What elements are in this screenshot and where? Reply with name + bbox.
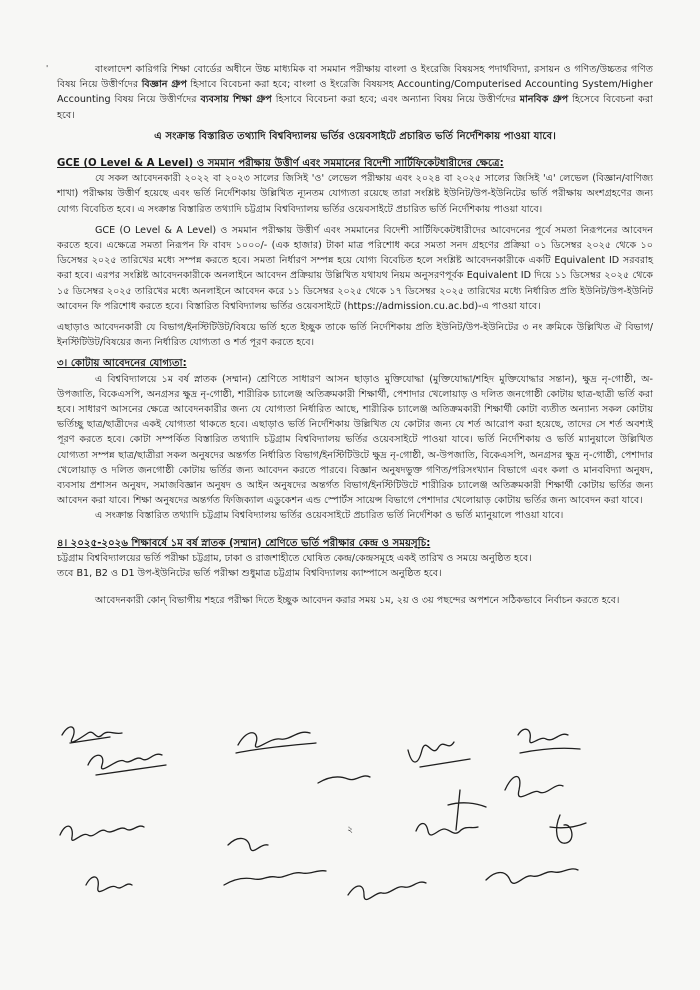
exam-center-paragraph-2: তবে B1, B2 ও D1 উপ-ইউনিটের ভর্তি পরীক্ষা শুধুমাত্র চট্টগ্রাম বিশ্ববিদ্যালয় ক্যাম্পাসে অনুষ্ঠিত হবে। — [57, 568, 442, 580]
signature-15 — [348, 882, 426, 899]
top-mark: ' — [46, 64, 49, 73]
exam-center-paragraph-1: চট্টগ্রাম বিশ্ববিদ্যালয়ের ভর্তি পরীক্ষা চট্টগ্রাম, ঢাকা ও রাজশাহীতে ঘোষিত কেন্দ্র/কেন্দ্রসমূহে একই তারিখ ও সময়ে অনুষ্ঠিত হবে। — [57, 552, 532, 564]
signature-4 — [318, 776, 370, 783]
exam-center-heading: ৪। ২০২৫-২০২৬ শিক্ষাবর্ষে ১ম বর্ষ স্নাতক (সম্মান) শ্রেণিতে ভর্তি পরীক্ষার কেন্দ্র ও সময়সূচি: — [57, 537, 431, 549]
document-body — [57, 62, 653, 609]
gce-heading: GCE (O Level & A Level) ও সমমান পরীক্ষায় উত্তীর্ণ এবং সমমানের বিদেশী সার্টিফিকেটধারীদের ক্ষেত্রে: — [57, 158, 504, 170]
gce-paragraph-2: GCE (O Level & A Level) ও সমমান পরীক্ষায় উত্তীর্ণ এবং সমমানের বিদেশী সার্টিফিকেটধারীদের আবেদনের পূর্বে সমতা নিরূপনের আবেদন করতে হবে। এক্ষেত্রে সমতা নিরূপন ফি বাবদ ১০০০/- (এক হাজার) টাকা মাত্র পরিশোধ করে সমতা সনদ গ্রহণের প্রক্রিয়া ০১ ডিসেম্বর ২০২৫ থেকে ১০ ডিসেম্বর ২০২৫ তারিখের মধ্যে সম্পন্ন করতে হবে। সমতা নির্ধারণ সম্পন্ন হয়ে যোগ্য বিবেচিত হলে সংশ্লিষ্ট আবেদনকারীকে একটি Equivalent ID সরবরাহ করা হবে। এরপর সংশ্লিষ্ট আবেদনকারীকে অনলাইনে আবেদন প্রক্রিয়ায় উল্লিখিত যথাযথ নিয়ম অনুসরণপূর্বক Equivalent ID দিয়ে ১১ ডিসেম্বর ২০২৫ থেকে ১৫ ডিসেম্বর ২০২৫ তারিখের মধ্যে অনলাইনে আবেদন করে ১১ ডিসেম্বর ২০২৫ থেকে ১৭ ডিসেম্বর ২০২৫ তারিখের মধ্যে নির্ধারিত প্রতি ইউনিট/উপ-ইউনিট আবেদন ফি পরিশোধ করতে হবে। বিস্তারিত বিশ্ববিদ্যালয় ভর্তির ওয়েবসাইটে (https://admission.cu.ac.bd)-এ পাওয়া যাবে। — [57, 224, 653, 312]
paragraph-groups: বাংলাদেশ কারিগরি শিক্ষা বোর্ডের অধীনে উচ্চ মাধ্যমিক বা সমমান পরীক্ষায় বাংলা ও ইংরেজি বিষয়সহ পদার্থবিদ্যা, রসায়ন ও গণিত/উচ্চতর গণিত বিষয় নিয়ে উত্তীর্ণদের বিজ্ঞান গ্রুপ হিসাবে বিবেচনা করা হবে; বাংলা ও ইংরেজি বিষয়সহ Accounting/Computerised Accounting System/Higher Accounting বিষয় নিয়ে উত্তীর্ণদের ব্যবসায় শিক্ষা গ্রুপ হিসাবে বিবেচনা করা হবে; এবং অন্যান্য বিষয় নিয়ে উত্তীর্ণদের মানবিক গ্রুপ হিসেবে বিবেচনা করা হবে। — [57, 64, 653, 121]
quota-paragraph-2: এ সংক্রান্ত বিস্তারিত তথ্যাদি চট্টগ্রাম বিশ্ববিদ্যালয় ভর্তির ওয়েবসাইটে প্রচারিত ভর্তি নির্দেশিকা ও ভর্তি ম্যানুয়ালে পাওয়া যাবে। — [95, 510, 564, 522]
science-group-label: বিজ্ঞান গ্রুপ — [141, 79, 187, 91]
signature-1 — [62, 727, 122, 743]
signature-6 — [518, 729, 580, 753]
signature-14 — [224, 871, 326, 885]
bold-notice: এ সংক্রান্ত বিস্তারিত তথ্যাদি বিশ্ববিদ্যালয় ভর্তির ওয়েবসাইটে প্রচারিত ভর্তি নির্দেশিকায় পাওয়া যাবে। — [154, 130, 556, 142]
extra-conditions-paragraph: এছাড়াও আবেদনকারী যে বিভাগ/ইনস্টিটিউট/বিষয়ে ভর্তি হতে ইচ্ছুক তাকে ভর্তি নির্দেশিকায় প্রতি ইউনিট/উপ-ইউনিটের ৩ নং ক্রমিকে উল্লিখিত ঐ বিভাগ/ইনস্টিটিউট/বিষয়ের জন্য নির্ধারিত যোগ্যতা ও শর্ত পূরণ করতে হবে। — [57, 322, 653, 349]
signature-5 — [408, 742, 470, 767]
quota-heading: ৩। কোটায় আবেদনের যোগ্যতা: — [57, 358, 187, 370]
signature-16 — [486, 869, 578, 883]
signature-2 — [88, 754, 166, 775]
signature-13 — [86, 877, 132, 892]
exam-center-paragraph-3: আবেদনকারী কোন্ বিভাগীয় শহরে পরীক্ষা দিতে ইচ্ছুক আবেদন করার সময় ১ম, ২য় ও ৩য় পছন্দের অপশনে সঠিকভাবে নির্বাচন করতে হবে। — [95, 595, 620, 607]
signature-7 — [505, 777, 563, 797]
page-number: ২ — [347, 825, 353, 835]
humanities-group-label: মানবিক গ্রুপ — [519, 94, 569, 106]
signature-10 — [228, 838, 268, 850]
admission-website-text: বিস্তারিত বিশ্ববিদ্যালয় ভর্তির ওয়েবসাইটে (https://admission.cu.ac.bd)-এ পাওয়া যাবে। — [186, 300, 541, 312]
signatures-area — [0, 695, 700, 985]
gce-paragraph-1: যে সকল আবেদনকারী ২০২২ বা ২০২৩ সালের জিসিই 'ও' লেভেল পরীক্ষায় এবং ২০২৪ বা ২০২৫ সালের জিসিই 'এ' লেভেল (বিজ্ঞান/বাণিজ্য শাখা) পরীক্ষায় উত্তীর্ণ হয়েছে এবং ভর্তি নির্দেশিকায় উল্লিখিত ন্যূনতম যোগ্যতা রয়েছে তারা সংশ্লিষ্ট ইউনিট/উপ-ইউনিটের ভর্তি পরীক্ষায় অংশগ্রহণের জন্য যোগ্য বিবেচিত হবে। এ সংক্রান্ত বিস্তারিত তথ্যাদি চট্টগ্রাম বিশ্ববিদ্যালয় ভর্তির ওয়েবসাইটে প্রচারিত ভর্তি নির্দেশিকায় পাওয়া যাবে। — [57, 173, 653, 215]
signature-3 — [236, 732, 316, 753]
quota-paragraph-1: এ বিশ্ববিদ্যালয়ে ১ম বর্ষ স্নাতক (সম্মান) শ্রেণিতে সাধারণ আসন ছাড়াও মুক্তিযোদ্ধা (মুক্তিযোদ্ধা/শহিদ মুক্তিযোদ্ধার সন্তান), ক্ষুদ্র নৃ-গোষ্ঠী, অ-উপজাতি, বিকেএসপি, অনগ্রসর ক্ষুদ্র নৃ-গোষ্ঠী, শারীরিক চ্যালেঞ্জ অতিক্রমকারী শিক্ষার্থী, পেশাদার খেলোয়াড় ও দলিত জনগোষ্ঠী কোটায় ছাত্র-ছাত্রী ভর্তি করা হবে। সাধারণ আসনের ক্ষেত্রে আবেদনকারীর জন্য যে যোগ্যতা নির্ধারিত আছে, শারীরিক চ্যালেঞ্জ অতিক্রমকারী শিক্ষার্থী কোটা ব্যতীত অন্যান্য সকল কোটায় ভর্তিচ্ছু ছাত্র/ছাত্রীদের একই যোগ্যতা থাকতে হবে। এছাড়াও ভর্তি নির্দেশিকায় উল্লিখিত যে কোটার জন্য যে শর্ত আরোপ করা হয়েছে, তাদের সে শর্ত অবশ্যই পূরণ করতে হবে। কোটা সম্পর্কিত বিস্তারিত তথ্যাদি চট্টগ্রাম বিশ্ববিদ্যালয় ভর্তির ওয়েবসাইটে পাওয়া যাবে। ভর্তি নির্দেশিকায় ও ভর্তি ম্যানুয়ালে উল্লিখিত যোগ্যতা সম্পন্ন ছাত্র/ছাত্রীরা সকল অনুষদের অন্তর্গত নির্ধারিত বিভাগ/ইনস্টিটিউটে ক্ষুদ্র নৃ-গোষ্ঠী, অ-উপজাতি, বিকেএসপি, অনগ্রসর ক্ষুদ্র নৃ-গোষ্ঠী, পেশাদার খেলোয়াড় ও দলিত জনগোষ্ঠী কোটায় ভর্তির জন্য আবেদন করতে পারবে। বিজ্ঞান অনুষদভুক্ত গণিত/পরিসংখ্যান বিভাগে এবং কলা ও মানববিদ্যা অনুষদ, ব্যবসায় প্রশাসন অনুষদ, সমাজবিজ্ঞান অনুষদ ও আইন অনুষদের অন্তর্গত বিভাগ/ইনস্টিটিউটে শারীরিক চ্যালেঞ্জ অতিক্রমকারী শিক্ষার্থী কোটায় ভর্তির জন্য আবেদন করা যাবে। শিক্ষা অনুষদের অন্তর্গত ফিজিক্যাল এডুকেশন এন্ড স্পোর্টস সায়েন্স বিভাগে পেশাদার খেলোয়াড় কোটায় ভর্তির জন্য আবেদন করা যাবে। — [57, 373, 653, 507]
business-group-label: ব্যবসায় শিক্ষা গ্রুপ — [200, 94, 272, 106]
